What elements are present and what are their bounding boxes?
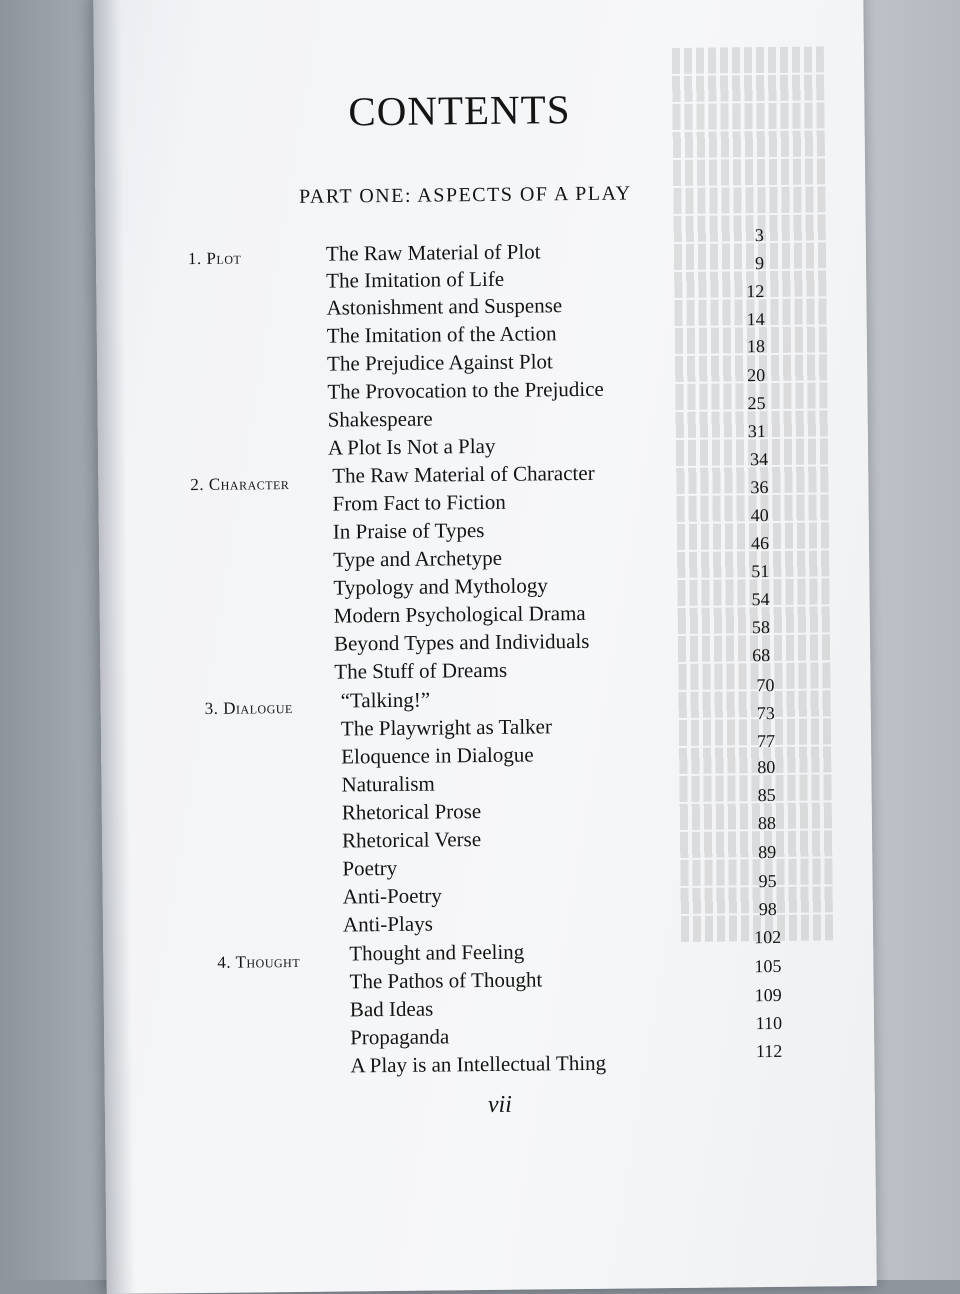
toc-entry[interactable]: Typology and Mythology [333, 573, 548, 600]
chapter-label: 4. Thought [217, 951, 301, 972]
page-number: 9 [754, 253, 765, 274]
page-number: 70 [756, 674, 775, 696]
chapter-label: 3. Dialogue [204, 698, 293, 718]
toc-entry[interactable]: The Provocation to the Prejudice [327, 376, 604, 404]
page-number: 20 [747, 365, 766, 386]
page-number: 54 [751, 589, 770, 610]
book-page [93, 0, 877, 1294]
page-number: 51 [751, 561, 770, 582]
page-title: CONTENTS [348, 86, 571, 135]
page-number: 14 [746, 309, 765, 330]
toc-entry[interactable]: Bad Ideas [349, 996, 434, 1022]
toc-entry[interactable]: “Talking!” [340, 687, 431, 713]
page-number: 80 [757, 756, 776, 778]
toc-entry[interactable]: Modern Psychological Drama [333, 600, 586, 628]
page-number: 77 [756, 730, 776, 752]
toc-entry[interactable]: Poetry [342, 855, 398, 881]
toc-entry[interactable]: A Play is an Intellectual Thing [350, 1050, 607, 1078]
toc-entry[interactable]: Eloquence in Dialogue [341, 742, 534, 769]
page-number: 36 [750, 477, 769, 498]
page-number: 18 [746, 336, 766, 357]
page-number: 109 [754, 984, 782, 1006]
page-number: 31 [747, 421, 766, 442]
contents-page [93, 0, 877, 1294]
page-number: 40 [750, 505, 769, 526]
chapter-label: 1. Plot [187, 248, 242, 269]
page-number: 102 [754, 926, 782, 948]
part-heading: PART ONE: ASPECTS OF A PLAY [298, 182, 632, 208]
toc-entry[interactable]: The Stuff of Dreams [334, 657, 508, 684]
toc-entry[interactable]: From Fact to Fiction [332, 489, 506, 516]
toc-entry[interactable]: Anti-Plays [342, 911, 433, 937]
toc-entry[interactable]: Astonishment and Suspense [326, 293, 563, 320]
toc-entry[interactable]: The Raw Material of Plot [325, 239, 541, 266]
toc-entry[interactable]: The Prejudice Against Plot [326, 349, 553, 376]
page-number: 88 [757, 812, 777, 834]
page-number: 112 [755, 1040, 783, 1062]
toc-entry[interactable]: Rhetorical Prose [341, 799, 482, 825]
page-number: 58 [751, 617, 770, 638]
page-number: 68 [752, 645, 771, 666]
toc-entry[interactable]: Beyond Types and Individuals [333, 628, 590, 656]
page-number: 25 [747, 393, 766, 414]
toc-entry[interactable]: The Imitation of the Action [326, 321, 557, 348]
toc-entry[interactable]: Anti-Poetry [342, 883, 442, 909]
page-number: 12 [746, 281, 765, 302]
toc-entry[interactable]: The Imitation of Life [326, 266, 505, 293]
toc-entry[interactable]: The Raw Material of Character [332, 460, 595, 488]
page-number: 98 [758, 898, 777, 920]
page-number: 89 [758, 841, 777, 863]
chapter-label: 2. Character [190, 474, 290, 495]
page-number: 105 [754, 955, 782, 977]
page-folio: vii [487, 1091, 513, 1118]
page-number: 34 [750, 449, 769, 470]
page-number: 95 [758, 870, 777, 892]
page-number: 73 [756, 702, 775, 724]
toc-entry[interactable]: Naturalism [341, 771, 435, 797]
page-number: 3 [754, 225, 764, 246]
toc-entry[interactable]: The Playwright as Talker [340, 714, 553, 741]
page-number: 110 [755, 1012, 783, 1034]
page-number: 46 [750, 533, 770, 554]
toc-entry[interactable]: A Plot Is Not a Play [327, 433, 496, 460]
page-number: 85 [757, 784, 776, 806]
toc-entry[interactable]: The Pathos of Thought [349, 967, 543, 994]
toc-entry[interactable]: Shakespeare [327, 406, 433, 432]
toc-entry[interactable]: In Praise of Types [332, 518, 485, 544]
toc-entry[interactable]: Rhetorical Verse [341, 827, 482, 853]
toc-entry[interactable]: Type and Archetype [333, 545, 503, 572]
toc-entry[interactable]: Propaganda [350, 1024, 450, 1050]
toc-entry[interactable]: Thought and Feeling [349, 939, 525, 966]
